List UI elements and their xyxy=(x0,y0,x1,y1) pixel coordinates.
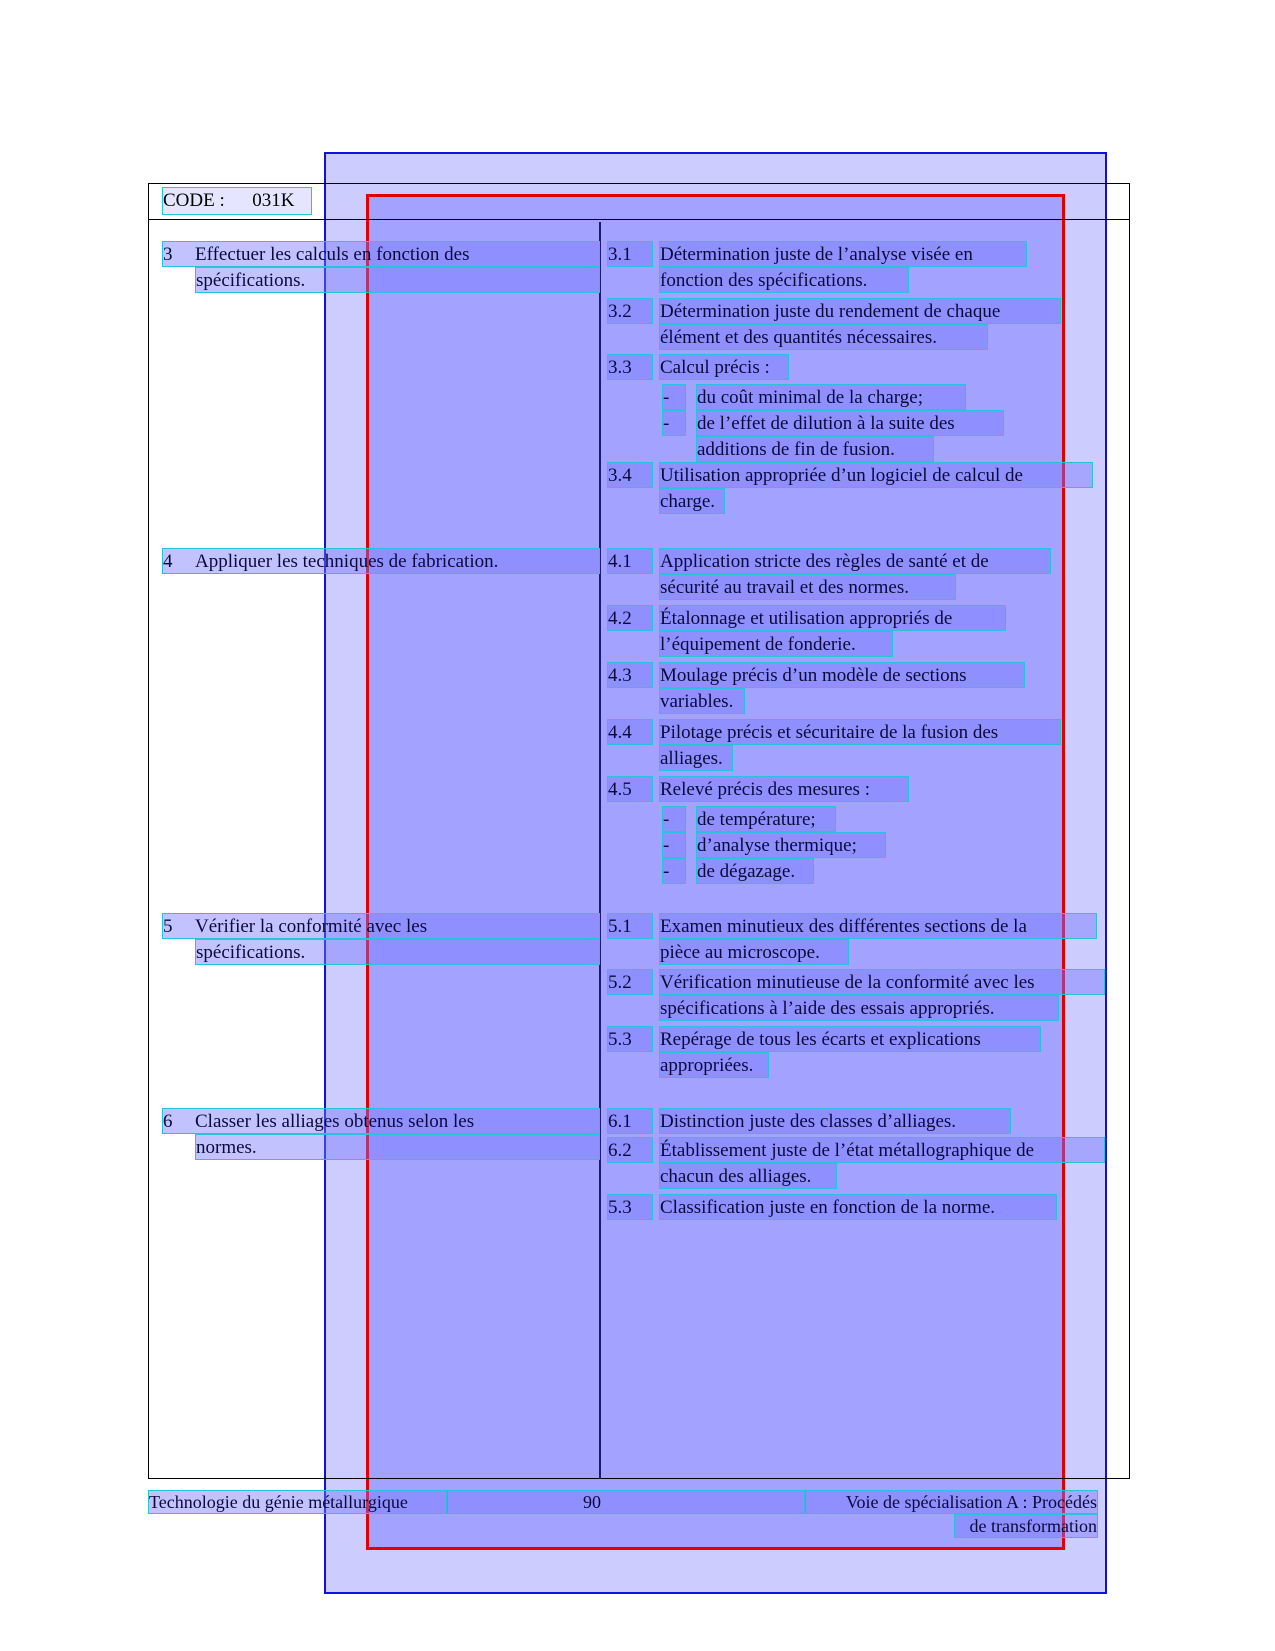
element-5-text: Vérifier la conformité avec les xyxy=(195,916,428,937)
element-3-line1 xyxy=(163,242,599,266)
footer-page-number: 90 xyxy=(583,1492,601,1512)
bullet-4-mark: - xyxy=(663,833,685,857)
criterion-3-2-number: 3.2 xyxy=(608,299,652,323)
criterion-4-2-line2: l’équipement de fonderie. xyxy=(660,632,892,656)
criterion-4-1-line1: Application stricte des règles de santé et de xyxy=(660,549,1050,573)
criterion-6-3-number: 5.3 xyxy=(608,1195,652,1219)
criterion-3-1-line2: fonction des spécifications. xyxy=(660,268,908,292)
bullet-5-text: de dégazage. xyxy=(697,859,813,883)
criterion-5-2-line1: Vérification minutieuse de la conformité avec les xyxy=(660,970,1104,994)
criterion-3-4-line2: charge. xyxy=(660,489,724,513)
criterion-4-4-line2: alliages. xyxy=(660,746,732,770)
criterion-4-1-line2: sécurité au travail et des normes. xyxy=(660,575,955,599)
criterion-6-2-line1: Établissement juste de l’état métallographique de xyxy=(660,1138,1104,1162)
criterion-3-2-line2: élément et des quantités nécessaires. xyxy=(660,325,987,349)
criterion-3-3-number: 3.3 xyxy=(608,355,652,379)
element-6-number: 6 xyxy=(163,1111,173,1132)
element-6-line2: normes. xyxy=(196,1135,599,1159)
criterion-5-1-line1: Examen minutieux des différentes sections de la xyxy=(660,914,1096,938)
criterion-3-3-line1: Calcul précis : xyxy=(660,355,788,379)
bullet-5-mark: - xyxy=(663,859,685,883)
criterion-5-3-line2: appropriées. xyxy=(660,1053,768,1077)
code-separator xyxy=(148,219,1130,220)
element-3-line2: spécifications. xyxy=(196,268,599,292)
criterion-6-3-line1: Classification juste en fonction de la norme. xyxy=(660,1195,1056,1219)
element-4-number: 4 xyxy=(163,551,173,572)
criterion-4-2-number: 4.2 xyxy=(608,606,652,630)
criterion-4-4-number: 4.4 xyxy=(608,720,652,744)
column-divider xyxy=(599,222,601,1479)
footer-right-line1: Voie de spécialisation A : Procédés xyxy=(805,1491,1097,1513)
bullet-4-text: d’analyse thermique; xyxy=(697,833,885,857)
criterion-3-1-number: 3.1 xyxy=(608,242,652,266)
code-label: CODE : xyxy=(163,190,225,211)
criterion-4-5-number: 4.5 xyxy=(608,777,652,801)
criterion-6-2-number: 6.2 xyxy=(608,1138,652,1162)
criterion-4-4-line1: Pilotage précis et sécuritaire de la fusion des xyxy=(660,720,1060,744)
element-6-line1 xyxy=(163,1109,599,1133)
bullet-2-line2: additions de fin de fusion. xyxy=(697,437,933,461)
criterion-4-3-line2: variables. xyxy=(660,689,744,713)
code-value: 031K xyxy=(252,190,295,211)
footer-right-line2: de transformation xyxy=(955,1515,1097,1537)
criterion-6-2-line2: chacun des alliages. xyxy=(660,1164,836,1188)
criterion-6-1-line1: Distinction juste des classes d’alliages. xyxy=(660,1109,1010,1133)
criterion-4-2-line1: Étalonnage et utilisation appropriés de xyxy=(660,606,1005,630)
criterion-3-1-line1: Détermination juste de l’analyse visée en xyxy=(660,242,1026,266)
criterion-3-2-line1: Détermination juste du rendement de chaque xyxy=(660,299,1060,323)
element-6-text: Classer les alliages obtenus selon les xyxy=(195,1111,475,1132)
footer-left: Technologie du génie métallurgique xyxy=(149,1491,447,1513)
criterion-3-4-line1: Utilisation appropriée d’un logiciel de calcul de xyxy=(660,463,1092,487)
criterion-5-3-line1: Repérage de tous les écarts et explications xyxy=(660,1027,1040,1051)
element-3-number: 3 xyxy=(163,244,173,265)
criterion-6-1-number: 6.1 xyxy=(608,1109,652,1133)
criterion-4-3-line1: Moulage précis d’un modèle de sections xyxy=(660,663,1024,687)
bullet-2-mark: - xyxy=(663,411,685,435)
element-5-number: 5 xyxy=(163,916,173,937)
criterion-4-5-line1: Relevé précis des mesures : xyxy=(660,777,908,801)
element-5-line1 xyxy=(163,914,599,938)
element-4-text: Appliquer les techniques de fabrication. xyxy=(195,551,499,572)
bullet-1-mark: - xyxy=(663,385,685,409)
element-3-text: Effectuer les calculs en fonction des xyxy=(195,244,470,265)
criterion-5-1-number: 5.1 xyxy=(608,914,652,938)
criterion-5-2-number: 5.2 xyxy=(608,970,652,994)
footer-page-number-band xyxy=(447,1491,805,1513)
bullet-2-line1: de l’effet de dilution à la suite des xyxy=(697,411,1003,435)
bullet-3-text: de température; xyxy=(697,807,835,831)
criterion-4-3-number: 4.3 xyxy=(608,663,652,687)
criterion-5-1-line2: pièce au microscope. xyxy=(660,940,848,964)
element-5-line2: spécifications. xyxy=(196,940,599,964)
element-4-line1 xyxy=(163,549,599,573)
code-header xyxy=(163,188,311,214)
criterion-4-1-number: 4.1 xyxy=(608,549,652,573)
criterion-5-3-number: 5.3 xyxy=(608,1027,652,1051)
bullet-1-text: du coût minimal de la charge; xyxy=(697,385,965,409)
criterion-5-2-line2: spécifications à l’aide des essais appropriés. xyxy=(660,996,1058,1020)
bullet-3-mark: - xyxy=(663,807,685,831)
criterion-3-4-number: 3.4 xyxy=(608,463,652,487)
